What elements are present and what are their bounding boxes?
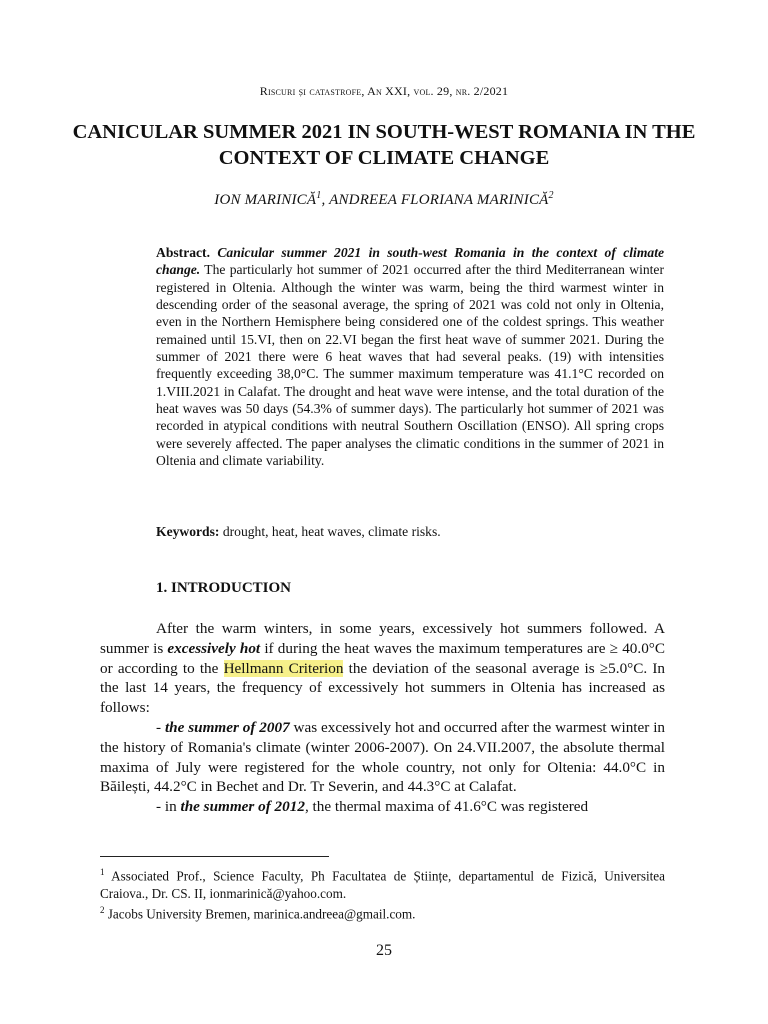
author-separator: ,: [321, 192, 330, 208]
text-run: if during the heat waves the maximum temperatures are ≥ 40.0°C or according to the: [100, 639, 665, 677]
abstract-title: Canicular summer 2021 in south-west Romania in the context of climate change.: [156, 245, 664, 278]
highlighted-term: Hellmann Criterion: [223, 659, 344, 677]
body-text: [100, 619, 665, 817]
running-head: Riscuri și catastrofe, An XXI, vol. 29, nr. 2/2021: [259, 84, 509, 98]
abstract: [156, 244, 664, 469]
footnote: [100, 864, 665, 902]
page-number: 25: [376, 942, 392, 959]
emphasis: the summer of 2012: [180, 798, 305, 816]
keywords: [156, 523, 664, 540]
abstract-label: Abstract.: [156, 245, 210, 260]
text-run: the deviation of the seasonal average is ≥5.0°C. In the last 14 years, the frequency of excessively hot summers in Oltenia has increased as follows:: [100, 659, 665, 717]
footnote-text: Associated Prof., Science Faculty, Ph Facultatea de Științe, departamentul de Fizică, Universitea Craiova., Dr. CS. II, ionmarinică@yahoo.com.: [100, 868, 665, 901]
footnote: [100, 902, 665, 923]
abstract-text: The particularly hot summer of 2021 occurred after the third Mediterranean winter registered in Oltenia. Although the winter was warm, being the third warmest winter in descending order of the seasonal average, the spring of 2021 was cold not only in Oltenia, even in the Northern Hemisphere being considered one of the coldest springs. This weather remained until 15.VI, then on 22.VI began the first heat wave of summer 2021. During the summer of 2021 there were 6 heat waves that had several peaks. (19) with intensities frequently exceeding 38,0°C. The summer maximum temperature was 41.1°C recorded on 1.VIII.2021 in Calafat. The drought and heat wave were intense, and the total duration of the heat waves was 50 days (54.3% of summer days). The particularly hot summer of 2021 was recorded in atypical conditions with neutral Southern Oscillation (ENSO). All spring crops were severely affected. The paper analyses the climatic conditions in the summer of 2021 in Oltenia and climate variability.: [156, 262, 664, 469]
author-name: ION MARINICĂ: [214, 192, 317, 208]
emphasis: the summer of 2007: [164, 718, 290, 736]
author-name: ANDREEA FLORIANA MARINICĂ: [329, 192, 549, 208]
footnote-divider: [100, 856, 329, 857]
text-run: -: [156, 718, 165, 736]
affiliation-mark: 1: [316, 190, 322, 201]
text-run: After the warm winters, in some years, excessively hot summers followed. A summer is: [100, 620, 665, 657]
paper-title: CANICULAR SUMMER 2021 IN SOUTH-WEST ROMANIA IN THE CONTEXT OF CLIMATE CHANGE: [72, 121, 696, 169]
paragraph: [100, 718, 665, 797]
affiliation-mark: 2: [548, 190, 554, 201]
emphasis: excessively hot: [167, 639, 261, 657]
footnote-mark: 1: [100, 867, 105, 877]
text-run: was excessively hot and occurred after the warmest winter in the history of Romania's climate (winter 2006-2007). On 24.VII.2007, the absolute thermal maxima of July were registered for the whole country, not only for Oltenia: 44.0°C in Băilești, 44.2°C in Bechet and Dr. Tr Severin, and 44.3°C at Calafat.: [100, 718, 666, 796]
author-list: [0, 190, 768, 209]
section-heading: 1. INTRODUCTION: [156, 580, 292, 596]
text-run: , the thermal maxima of 41.6°C was registered: [304, 798, 589, 816]
footnote-mark: 2: [100, 904, 105, 915]
paragraph: [100, 797, 665, 817]
keywords-text: drought, heat, heat waves, climate risks.: [222, 524, 441, 539]
paragraph: [100, 619, 665, 718]
text-run: - in: [156, 798, 181, 816]
footnote-text: Jacobs University Bremen, marinica.andreea@gmail.com.: [104, 906, 416, 922]
footnotes: [100, 864, 665, 923]
keywords-label: Keywords:: [156, 524, 220, 539]
